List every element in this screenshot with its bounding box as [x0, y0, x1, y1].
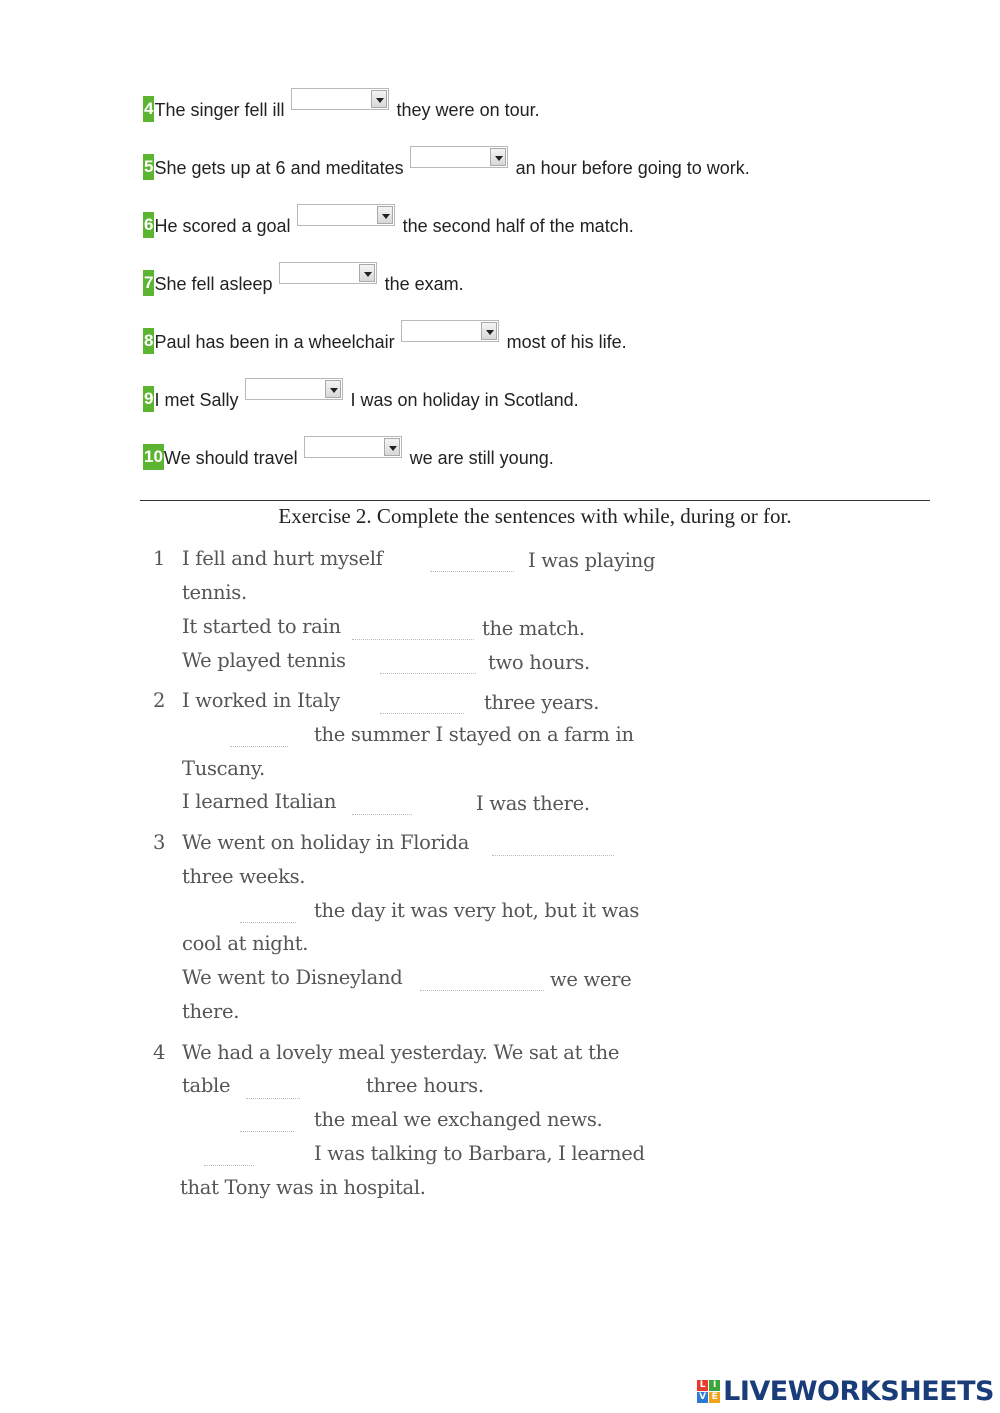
- answer-blank: [380, 712, 464, 714]
- sentence-text: the day it was very hot, but it was: [314, 899, 640, 922]
- question-number: 4: [143, 96, 154, 122]
- chevron-down-icon[interactable]: [481, 322, 497, 340]
- answer-blank: [420, 989, 544, 991]
- answer-dropdown[interactable]: [245, 378, 343, 400]
- sentence-text: cool at night.: [182, 932, 309, 955]
- sentence-text: two hours.: [488, 651, 590, 674]
- sentence-text: that Tony was in hospital.: [180, 1176, 426, 1199]
- item-number: 4: [153, 1041, 166, 1064]
- sentence-text: three years.: [484, 691, 600, 714]
- sentence-text: three weeks.: [182, 865, 306, 888]
- section-divider: [140, 500, 930, 501]
- sentence-text: I was playing: [528, 549, 656, 572]
- question-row-5: [143, 154, 750, 180]
- answer-blank: [246, 1097, 300, 1099]
- answer-blank: [352, 813, 412, 815]
- question-text-after: they were on tour.: [396, 100, 540, 120]
- sentence-text: we were: [550, 968, 632, 991]
- question-text-before: She gets up at 6 and meditates: [154, 158, 404, 178]
- sentence-text: the match.: [482, 617, 585, 640]
- question-text-before: Paul has been in a wheelchair: [154, 332, 395, 352]
- question-text-before: I met Sally: [154, 390, 239, 410]
- sentence-text: It started to rain: [182, 615, 341, 638]
- question-text-before: We should travel: [163, 448, 298, 468]
- answer-blank: [204, 1164, 254, 1166]
- exercise-2-title: Exercise 2. Complete the sentences with while, during or for.: [278, 504, 792, 528]
- sentence-text: We went on holiday in Florida: [182, 831, 470, 854]
- logo-mark-icon: [697, 1380, 720, 1403]
- question-number: 8: [143, 328, 154, 354]
- question-text-after: most of his life.: [506, 332, 627, 352]
- question-number: 6: [143, 212, 154, 238]
- question-text-after: an hour before going to work.: [515, 158, 750, 178]
- question-text-after: we are still young.: [409, 448, 554, 468]
- chevron-down-icon[interactable]: [490, 148, 506, 166]
- answer-dropdown[interactable]: [297, 204, 395, 226]
- sentence-text: We had a lovely meal yesterday. We sat at the: [182, 1041, 620, 1064]
- question-text-before: The singer fell ill: [154, 100, 285, 120]
- question-number: 5: [143, 154, 154, 180]
- question-row-7: [143, 270, 464, 296]
- sentence-text: I was talking to Barbara, I learned: [314, 1142, 645, 1165]
- question-row-10: [143, 444, 554, 470]
- logo-letter: L: [697, 1380, 708, 1391]
- question-text-after: the exam.: [384, 274, 464, 294]
- question-row-4: [143, 96, 540, 122]
- answer-dropdown[interactable]: [401, 320, 499, 342]
- answer-dropdown[interactable]: [291, 88, 389, 110]
- item-number: 1: [153, 547, 166, 570]
- sentence-text: the summer I stayed on a farm in: [314, 723, 634, 746]
- question-row-9: [143, 386, 579, 412]
- question-number: 10: [143, 444, 164, 470]
- answer-blank: [492, 854, 614, 856]
- sentence-text: We went to Disneyland: [182, 966, 403, 989]
- answer-dropdown[interactable]: [410, 146, 508, 168]
- answer-blank: [430, 570, 514, 572]
- question-number: 7: [143, 270, 154, 296]
- question-text-before: She fell asleep: [154, 274, 273, 294]
- question-text-before: He scored a goal: [154, 216, 291, 236]
- question-text-after: the second half of the match.: [402, 216, 634, 236]
- sentence-text: I was there.: [476, 792, 590, 815]
- chevron-down-icon[interactable]: [377, 206, 393, 224]
- question-row-8: [143, 328, 627, 354]
- liveworksheets-logo[interactable]: [697, 1376, 994, 1407]
- logo-letter: I: [709, 1380, 720, 1391]
- item-number: 2: [153, 689, 166, 712]
- chevron-down-icon[interactable]: [359, 264, 375, 282]
- sentence-text: I learned Italian: [182, 790, 337, 813]
- sentence-text: Tuscany.: [182, 757, 265, 780]
- chevron-down-icon[interactable]: [384, 438, 400, 456]
- sentence-text: tennis.: [182, 581, 247, 604]
- sentence-text: there.: [182, 1000, 240, 1023]
- sentence-text: We played tennis: [182, 649, 346, 672]
- answer-dropdown[interactable]: [304, 436, 402, 458]
- question-number: 9: [143, 386, 154, 412]
- answer-blank: [240, 1130, 294, 1132]
- item-number: 3: [153, 831, 166, 854]
- sentence-text: the meal we exchanged news.: [314, 1108, 603, 1131]
- sentence-text: table: [182, 1074, 231, 1097]
- answer-blank: [380, 672, 476, 674]
- answer-blank: [230, 745, 288, 747]
- chevron-down-icon[interactable]: [371, 90, 387, 108]
- sentence-text: I fell and hurt myself: [182, 547, 383, 570]
- logo-letter: V: [697, 1392, 708, 1403]
- question-row-6: [143, 212, 634, 238]
- logo-letter: E: [709, 1392, 720, 1403]
- question-text-after: I was on holiday in Scotland.: [350, 390, 579, 410]
- chevron-down-icon[interactable]: [325, 380, 341, 398]
- sentence-text: three hours.: [366, 1074, 484, 1097]
- answer-blank: [352, 638, 474, 640]
- sentence-text: I worked in Italy: [182, 689, 341, 712]
- answer-dropdown[interactable]: [279, 262, 377, 284]
- answer-blank: [240, 921, 296, 923]
- logo-text: LIVEWORKSHEETS: [723, 1376, 994, 1407]
